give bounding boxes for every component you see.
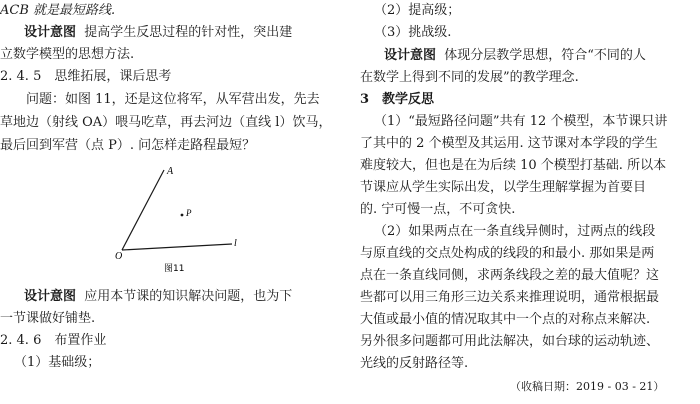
text-line: 立数学模型的思想方法. bbox=[0, 47, 135, 62]
text-line: 大值或最小值的情况取其中一个点的对称点来解决. bbox=[360, 312, 651, 327]
label-l: l bbox=[234, 238, 237, 249]
text-line: 最后回到军营（点 P）. 问怎样走路程最短？ bbox=[0, 138, 256, 153]
geometry-diagram bbox=[112, 162, 252, 274]
text-line: 的. 宁可慢一点，不可贪快. bbox=[360, 202, 516, 217]
text-line: 另外很多问题都可用此法解决，如台球的运动轨迹、 bbox=[360, 334, 660, 349]
design-intent-paragraph bbox=[24, 22, 292, 44]
text-line-content: ACB 就是最短路线. bbox=[0, 3, 116, 18]
text-line: （1）“最短路径问题”共有 12 个模型，本节课只讲 bbox=[374, 114, 668, 129]
design-intent-label: 设计意图 bbox=[384, 48, 437, 63]
text-line: 节课应从学生实际出发，以学生理解掌握为首要目 bbox=[360, 180, 647, 195]
label-A: A bbox=[167, 166, 174, 177]
text-line: 点在一条直线同侧，求两条线段之差的最大值呢？这 bbox=[360, 268, 660, 283]
figure-11 bbox=[112, 162, 252, 278]
text-line bbox=[0, 0, 115, 22]
label-O: O bbox=[115, 251, 123, 262]
section-heading: 2. 4. 6 布置作业 bbox=[0, 333, 107, 348]
text-line: 难度较大，但也是在为后续 10 个模型打基础. 所以本 bbox=[360, 158, 667, 173]
label-P: P bbox=[186, 208, 192, 218]
text-line: 在数学上得到不同的发展”的教学理念. bbox=[360, 70, 579, 85]
received-date: （收稿日期：2019 - 03 - 21） bbox=[510, 380, 665, 393]
line-l bbox=[122, 244, 232, 250]
section-heading: 3 教学反思 bbox=[360, 92, 435, 107]
text-line: （2）如果两点在一条直线异侧时，过两点的线段 bbox=[374, 224, 656, 239]
design-intent-label: 设计意图 bbox=[24, 289, 77, 304]
text-line: 些都可以用三角形三边关系来推理说明，通常根据最 bbox=[360, 290, 660, 305]
design-intent-text: 应用本节课的知识解决问题，也为下 bbox=[84, 289, 293, 304]
design-intent-label: 设计意图 bbox=[24, 25, 77, 40]
figure-caption: 图11 bbox=[164, 264, 185, 274]
text-line: 光线的反射路径等. bbox=[360, 356, 469, 371]
text-line: 草地边（射线 OA）喂马吃草，再去河边（直线 l）饮马， bbox=[0, 115, 332, 130]
section-heading: 2. 4. 5 思维拓展，课后思考 bbox=[0, 69, 172, 84]
ray-OA bbox=[122, 170, 164, 250]
design-intent-paragraph bbox=[384, 45, 646, 67]
text-line: 与原直线的交点处构成的线段的和最小. 那如果是两 bbox=[360, 246, 655, 261]
list-item: （3）挑战级. bbox=[374, 25, 452, 40]
design-intent-text: 提高学生反思过程的针对性，突出建 bbox=[84, 25, 293, 40]
point-P bbox=[181, 214, 184, 217]
list-item: （1）基础级； bbox=[14, 355, 101, 370]
design-intent-paragraph bbox=[24, 286, 292, 308]
list-item: （2）提高级； bbox=[374, 3, 461, 18]
text-line: 一节课做好铺垫. bbox=[0, 311, 96, 326]
design-intent-text: 体现分层教学思想，符合“不同的人 bbox=[444, 48, 646, 63]
text-line: 问题：如图 11，还是这位将军，从军营出发，先去 bbox=[26, 92, 320, 107]
text-line: 了其中的 2 个模型及其运用. 这节课对本学段的学生 bbox=[360, 136, 658, 151]
